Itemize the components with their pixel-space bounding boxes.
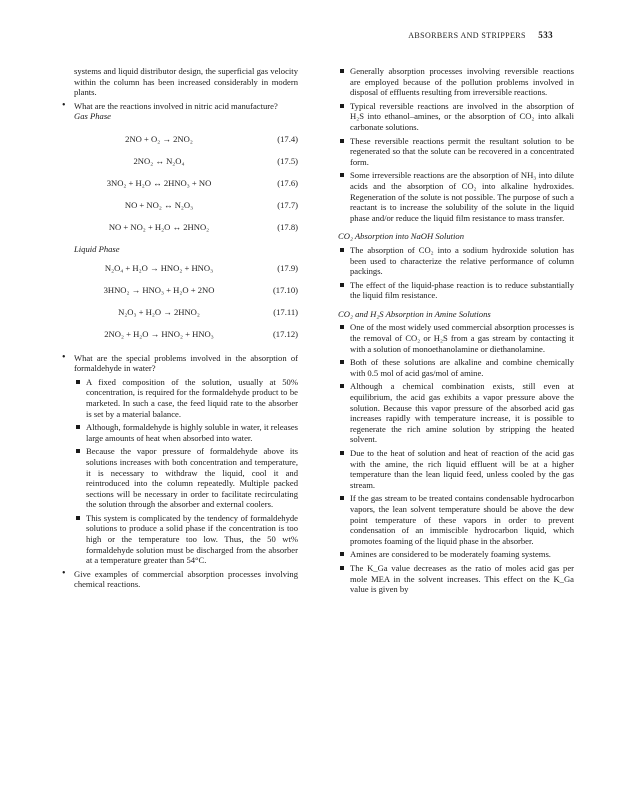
running-title: ABSORBERS AND STRIPPERS xyxy=(408,31,526,40)
list-item: Although, formaldehyde is highly soluble in water, it releases large amounts of heat when absorbed into water. xyxy=(74,422,298,443)
question-formaldehyde: • What are the special problems involved in the absorption of formaldehyde in water? xyxy=(62,353,298,374)
equation-17-12: 2NO₂ + H₂O → HNO₂ + HNO₃ (17.12) xyxy=(104,328,298,339)
list-item: Amines are considered to be moderately foaming systems. xyxy=(338,549,574,560)
list-item: One of the most widely used commercial absorption processes is the removal of CO₂ or H₂S from a gas stream by contacting it with a solution of monoethanolamine or diethanolamine. xyxy=(338,322,574,354)
page-number: 533 xyxy=(538,30,553,40)
left-column xyxy=(62,66,298,590)
running-header xyxy=(408,30,553,40)
list-item: Because the vapor pressure of formaldehyde above its solutions increases with both concentration and temperature, it is necessary to withdraw the liquid, cool it and reintroduced into the column repeatedly. Multiple packed sections will be necessary in order to facilitate recirculating the solution through the absorber and external coolers. xyxy=(74,446,298,510)
equation-17-9: N₂O₄ + H₂O → HNO₂ + HNO₃ (17.9) xyxy=(104,262,298,273)
list-item: Both of these solutions are alkaline and combine chemically with 0.5 mol of acid gas/mol of amine. xyxy=(338,357,574,378)
right-column xyxy=(338,66,574,595)
equation-17-8: NO + NO₂ + H₂O ↔ 2HNO₂ (17.8) xyxy=(108,221,298,232)
equation-17-4: 2NO + O₂ → 2NO₂ (17.4) xyxy=(125,133,298,144)
gas-phase-equations xyxy=(62,128,298,238)
section-heading-amine: CO₂ and H₂S Absorption in Amine Solutions xyxy=(338,308,491,319)
list-item: This system is complicated by the tendency of formaldehyde solutions to produce a solid phase if the concentration is too high or the temperature too low. Thus, the 50 wt% formaldehyde solution must be discharged from the absorber at a temperature greater than 54°C. xyxy=(74,513,298,566)
list-item: Typical reversible reactions are involved in the absorption of H₂S into ethanol–amines, or the absorption of CO₂ into alkali carbonate solutions. xyxy=(338,101,574,133)
list-item: Generally absorption processes involving reversible reactions are employed because of the pollution problems involved in disposal of effluents resulting from irreversible reactions. xyxy=(338,66,574,98)
equation-17-10: 3HNO₂ → HNO₃ + H₂O + 2NO (17.10) xyxy=(103,284,298,295)
continued-paragraph: systems and liquid distributor design, the superficial gas velocity within the column has been increased considerably in modern plants. xyxy=(74,66,298,98)
list-item: Due to the heat of solution and heat of reaction of the acid gas with the amine, the rich liquid effluent will be at a higher temperature than the lean liquid feed, unless cooled by the gas stream. xyxy=(338,448,574,490)
liquid-phase-equations xyxy=(62,257,298,345)
question-commercial-processes: • Give examples of commercial absorption processes involving chemical reactions. xyxy=(62,569,298,590)
equation-17-5: 2NO₂ ↔ N₂O₄ (17.5) xyxy=(133,155,298,166)
list-item: The absorption of CO₂ into a sodium hydroxide solution has been used to characterize the relative performance of column packings. xyxy=(338,245,574,277)
question-nitric-acid: • What are the reactions involved in nitric acid manufacture? xyxy=(62,101,298,112)
list-item: Some irreversible reactions are the absorption of NH₃ into dilute acids and the absorption of CO₂ into alkaline hydroxides. Regeneration of the solute is not possible. The purpose of such a reactant is to increase the solubility of the solute in the liquid phase and/or reduce the liquid film resistance to mass transfer. xyxy=(338,170,574,223)
equation-17-6: 3NO₂ + H₂O ↔ 2HNO₃ + NO (17.6) xyxy=(106,177,298,188)
list-item: A fixed composition of the solution, usually at 50% concentration, is required for the formaldehyde product to be marketed. In such a case, the feed liquid rate to the absorber is set by a material balance. xyxy=(74,377,298,419)
liquid-phase-heading: Liquid Phase xyxy=(74,243,120,254)
gas-phase-heading: Gas Phase xyxy=(74,111,111,122)
section-heading-co2-naoh: CO₂ Absorption into NaOH Solution xyxy=(338,231,465,242)
list-item: If the gas stream to be treated contains condensable hydrocarbon vapors, the lean solvent temperature should be above the dew point temperature of these vapors in order to prevent condensation of an immiscible hydrocarbon liquid, which promotes foaming of the liquid phase in the absorber. xyxy=(338,493,574,546)
list-item: The K_Ga value decreases as the ratio of moles acid gas per mole MEA in the solvent increases. This effect on the K_Ga value is given by xyxy=(338,563,574,595)
equation-17-11: N₂O₃ + H₂O → 2HNO₂ (17.11) xyxy=(118,306,298,317)
list-item: Although a chemical combination exists, still even at equilibrium, the acid gas exhibits a vapor pressure above the solution. Because this vapor pressure of the absorbed acid gas increases rapidly with temperature increase, it is possible to regenerate the rich amine solution by stripping the heated solvent. xyxy=(338,381,574,445)
equation-17-7: NO + NO₂ ↔ N₂O₃ (17.7) xyxy=(124,199,298,210)
list-item: These reversible reactions permit the resultant solution to be regenerated so that the solute can be recovered in a concentrated form. xyxy=(338,136,574,168)
list-item: The effect of the liquid-phase reaction is to reduce substantially the liquid film resistance. xyxy=(338,280,574,301)
